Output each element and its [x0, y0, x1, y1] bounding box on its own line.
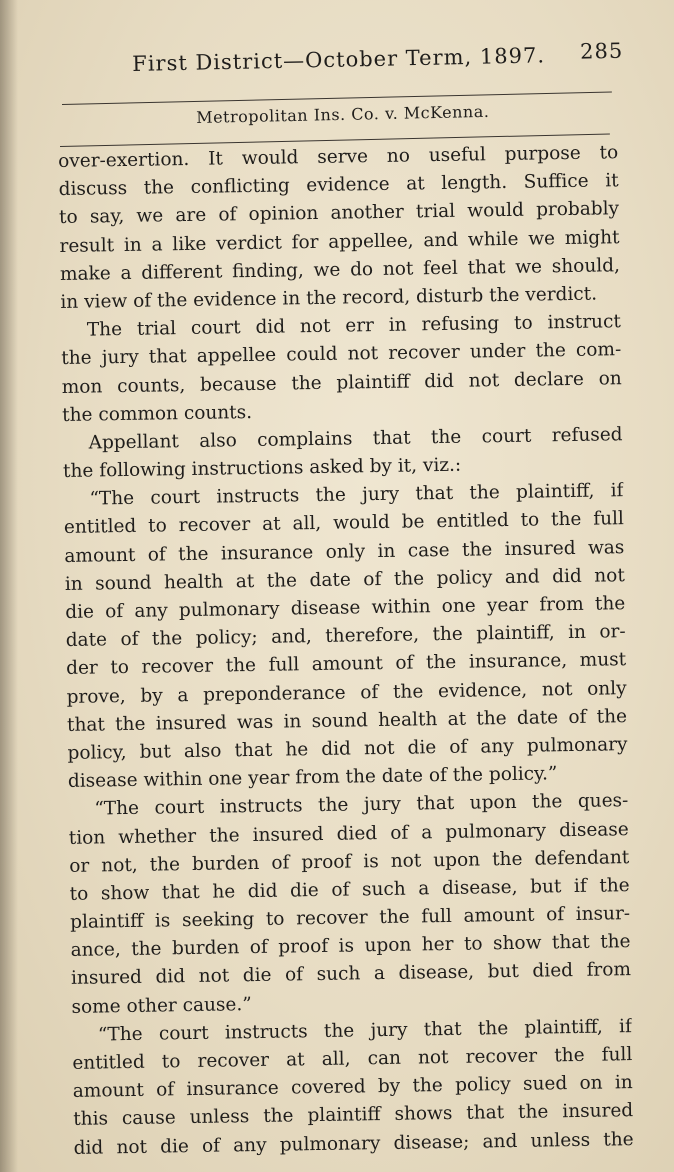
header-rule	[62, 92, 612, 105]
text-line: tion whether the insured died of a pulmonary disease	[68, 818, 629, 849]
text-line: der to recover the full amount of the insurance, must	[66, 649, 627, 680]
text-line: die of any pulmonary disease within one year from the	[65, 593, 626, 623]
page-number: 285	[579, 38, 624, 64]
text-line: “The court instructs the jury that the plaintiff, if	[97, 1015, 633, 1046]
text-line: the jury that appellee could not recover under the com-	[61, 339, 622, 370]
text-line: this cause unless the plaintiff shows that the insured	[73, 1100, 634, 1131]
text-line: discuss the conflicting evidence at length. Suffice it	[58, 170, 619, 201]
text-line: amount of insurance covered by the policy sued on in	[72, 1072, 633, 1103]
text-line: prove, by a preponderance of the evidence, not only	[66, 677, 627, 708]
text-line: to show that he did die of such a disease, but if the	[69, 874, 630, 905]
text-line: disease within one year from the date of the policy.”	[67, 763, 558, 793]
text-line: some other cause.”	[71, 993, 252, 1018]
text-line: over-exertion. It would serve no useful purpose to	[58, 142, 619, 172]
text-line: “The court instructs the jury that upon the ques-	[94, 790, 629, 820]
text-line: date of the policy; and, therefore, the plaintiff, in or-	[65, 621, 626, 652]
case-caption: Metropolitan Ins. Co. v. McKenna.	[196, 101, 490, 127]
text-line: entitled to recover at all, would be entitled to the full	[63, 508, 625, 539]
text-line: make a different finding, we do not feel that we should,	[59, 254, 621, 285]
text-line: insured did not die of such a disease, but died from	[70, 959, 632, 990]
text-line: The trial court did not err in refusing to instruct	[86, 311, 621, 341]
text-line: to say, we are of opinion another trial would probably	[58, 198, 620, 229]
text-line: did not die of any pulmonary disease; and unless the	[73, 1128, 634, 1159]
text-line: or not, the burden of proof is not upon the defendant	[69, 846, 630, 877]
text-line: that the insured was in sound health at the date of the	[66, 705, 628, 736]
text-line: policy, but also that he did not die of any pulmonary	[67, 734, 628, 764]
text-line: ance, the burden of proof is upon her to show that the	[70, 931, 631, 962]
text-line: entitled to recover at all, can not recover the full	[72, 1044, 633, 1074]
text-line: “The court instructs the jury that the plaintiff, if	[89, 480, 624, 510]
text-line: mon counts, because the plaintiff did not declare on	[61, 367, 622, 398]
text-line: plaintiff is seeking to recover the full amount of insur-	[70, 903, 631, 933]
text-line: the common counts.	[62, 401, 253, 426]
running-head	[132, 38, 633, 86]
text-line: result in a like verdict for appellee, and while we might	[59, 226, 620, 257]
body-text	[58, 139, 634, 1162]
text-line: in sound health at the date of the policy and did not	[64, 564, 625, 595]
text-line: Appellant also complains that the court refused	[88, 424, 623, 454]
text-line: the following instructions asked by it, viz.:	[62, 454, 462, 483]
text-line: in view of the evidence in the record, disturb the verdict.	[60, 283, 598, 313]
text-line: amount of the insurance only in case the insured was	[64, 536, 625, 567]
running-title: First District—October Term, 1897.	[132, 43, 546, 76]
